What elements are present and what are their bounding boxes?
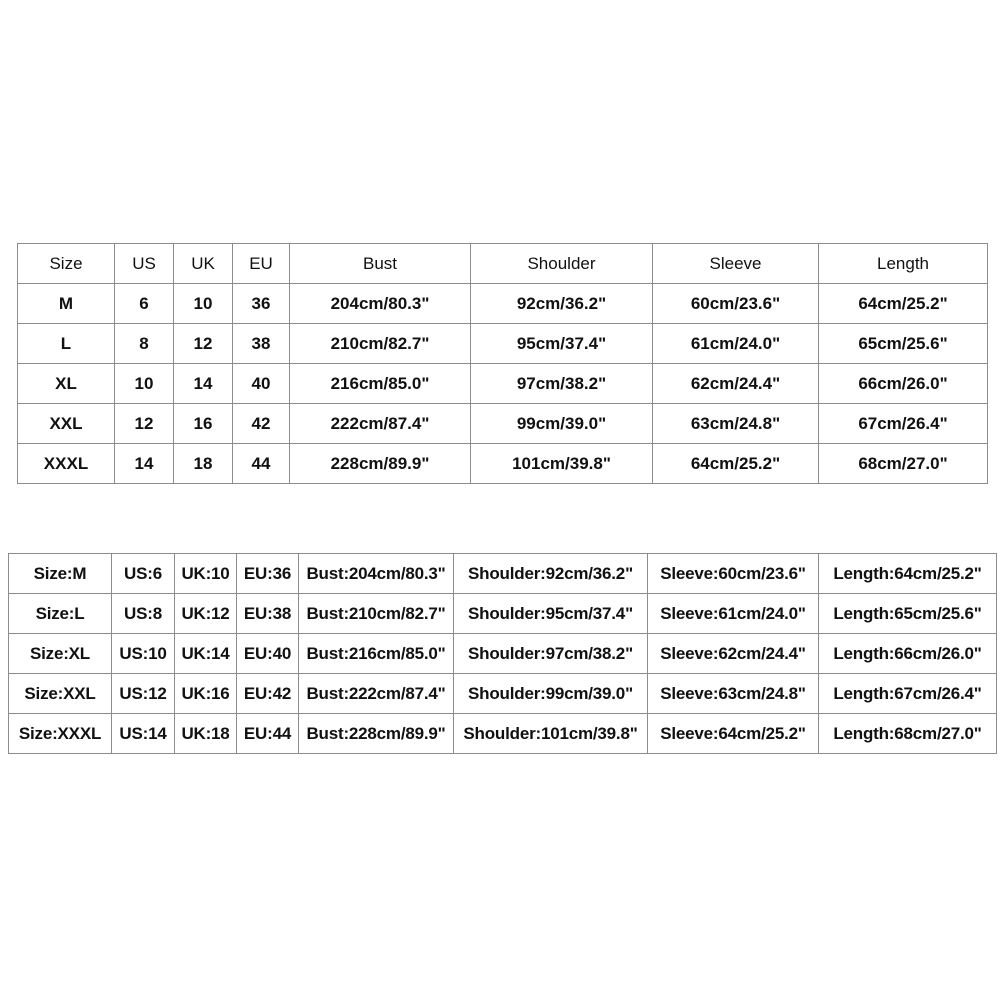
table-cell: 228cm/89.9" — [290, 444, 471, 484]
table-cell: XXXL — [18, 444, 115, 484]
table-cell: Size:M — [9, 554, 112, 594]
table-cell: Sleeve:64cm/25.2" — [648, 714, 819, 754]
table-row — [18, 444, 988, 484]
table-cell: Size:XXL — [9, 674, 112, 714]
table-cell: 38 — [233, 324, 290, 364]
table-cell: Sleeve:60cm/23.6" — [648, 554, 819, 594]
table-cell: 12 — [174, 324, 233, 364]
table-cell: 210cm/82.7" — [290, 324, 471, 364]
header-uk: UK — [174, 244, 233, 284]
table-cell: 12 — [115, 404, 174, 444]
table-cell: Shoulder:95cm/37.4" — [454, 594, 648, 634]
table-cell: EU:44 — [237, 714, 299, 754]
table-cell: UK:18 — [175, 714, 237, 754]
table-cell: 14 — [174, 364, 233, 404]
size-chart-table — [17, 243, 988, 484]
table-cell: 14 — [115, 444, 174, 484]
table-cell: Size:XXXL — [9, 714, 112, 754]
table-cell: Length:66cm/26.0" — [819, 634, 997, 674]
table-cell: 64cm/25.2" — [653, 444, 819, 484]
table-cell: US:14 — [112, 714, 175, 754]
table-cell: 95cm/37.4" — [471, 324, 653, 364]
table-cell: Sleeve:61cm/24.0" — [648, 594, 819, 634]
table-cell: 65cm/25.6" — [819, 324, 988, 364]
table-cell: 16 — [174, 404, 233, 444]
table-cell: EU:42 — [237, 674, 299, 714]
header-us: US — [115, 244, 174, 284]
table-cell: Bust:204cm/80.3" — [299, 554, 454, 594]
table-row — [18, 284, 988, 324]
table-cell: UK:12 — [175, 594, 237, 634]
table-cell: Bust:228cm/89.9" — [299, 714, 454, 754]
table-cell: 62cm/24.4" — [653, 364, 819, 404]
table-row — [9, 554, 997, 594]
table-cell: XXL — [18, 404, 115, 444]
table-cell: 10 — [115, 364, 174, 404]
table-cell: UK:10 — [175, 554, 237, 594]
table-cell: Length:67cm/26.4" — [819, 674, 997, 714]
table-cell: EU:38 — [237, 594, 299, 634]
header-shoulder: Shoulder — [471, 244, 653, 284]
table-cell: Size:XL — [9, 634, 112, 674]
header-sleeve: Sleeve — [653, 244, 819, 284]
table-row — [18, 404, 988, 444]
table-cell: 68cm/27.0" — [819, 444, 988, 484]
table-cell: 99cm/39.0" — [471, 404, 653, 444]
table-cell: 67cm/26.4" — [819, 404, 988, 444]
table-row — [9, 634, 997, 674]
table-cell: Bust:210cm/82.7" — [299, 594, 454, 634]
header-eu: EU — [233, 244, 290, 284]
table-cell: 101cm/39.8" — [471, 444, 653, 484]
table-cell: 42 — [233, 404, 290, 444]
table-cell: US:12 — [112, 674, 175, 714]
table-row — [9, 674, 997, 714]
table-cell: L — [18, 324, 115, 364]
table-cell: 44 — [233, 444, 290, 484]
table-cell: 18 — [174, 444, 233, 484]
table-cell: 92cm/36.2" — [471, 284, 653, 324]
table-header-row — [18, 244, 988, 284]
table-cell: Bust:222cm/87.4" — [299, 674, 454, 714]
table-row — [18, 364, 988, 404]
table-cell: 216cm/85.0" — [290, 364, 471, 404]
table-cell: Length:65cm/25.6" — [819, 594, 997, 634]
table-cell: US:6 — [112, 554, 175, 594]
header-bust: Bust — [290, 244, 471, 284]
table-cell: Shoulder:97cm/38.2" — [454, 634, 648, 674]
table-cell: Sleeve:63cm/24.8" — [648, 674, 819, 714]
table-cell: 40 — [233, 364, 290, 404]
table-cell: 60cm/23.6" — [653, 284, 819, 324]
table-row — [18, 324, 988, 364]
table-cell: 36 — [233, 284, 290, 324]
table-cell: Shoulder:99cm/39.0" — [454, 674, 648, 714]
table-cell: Bust:216cm/85.0" — [299, 634, 454, 674]
table-cell: XL — [18, 364, 115, 404]
header-size: Size — [18, 244, 115, 284]
table-cell: 10 — [174, 284, 233, 324]
table-row — [9, 594, 997, 634]
table-cell: 63cm/24.8" — [653, 404, 819, 444]
table-cell: 97cm/38.2" — [471, 364, 653, 404]
table-cell: Size:L — [9, 594, 112, 634]
table-cell: EU:40 — [237, 634, 299, 674]
table-cell: 8 — [115, 324, 174, 364]
table-cell: 6 — [115, 284, 174, 324]
table-cell: 66cm/26.0" — [819, 364, 988, 404]
table-cell: Shoulder:92cm/36.2" — [454, 554, 648, 594]
table-cell: Shoulder:101cm/39.8" — [454, 714, 648, 754]
table-cell: 64cm/25.2" — [819, 284, 988, 324]
table-cell: Length:68cm/27.0" — [819, 714, 997, 754]
table-cell: 204cm/80.3" — [290, 284, 471, 324]
table-cell: Sleeve:62cm/24.4" — [648, 634, 819, 674]
table-cell: M — [18, 284, 115, 324]
table-cell: UK:16 — [175, 674, 237, 714]
table-cell: 61cm/24.0" — [653, 324, 819, 364]
table-cell: US:8 — [112, 594, 175, 634]
table-row — [9, 714, 997, 754]
table-cell: UK:14 — [175, 634, 237, 674]
table-cell: Length:64cm/25.2" — [819, 554, 997, 594]
size-chart-inline-table — [8, 553, 997, 754]
header-length: Length — [819, 244, 988, 284]
table-cell: US:10 — [112, 634, 175, 674]
table-cell: EU:36 — [237, 554, 299, 594]
table-cell: 222cm/87.4" — [290, 404, 471, 444]
